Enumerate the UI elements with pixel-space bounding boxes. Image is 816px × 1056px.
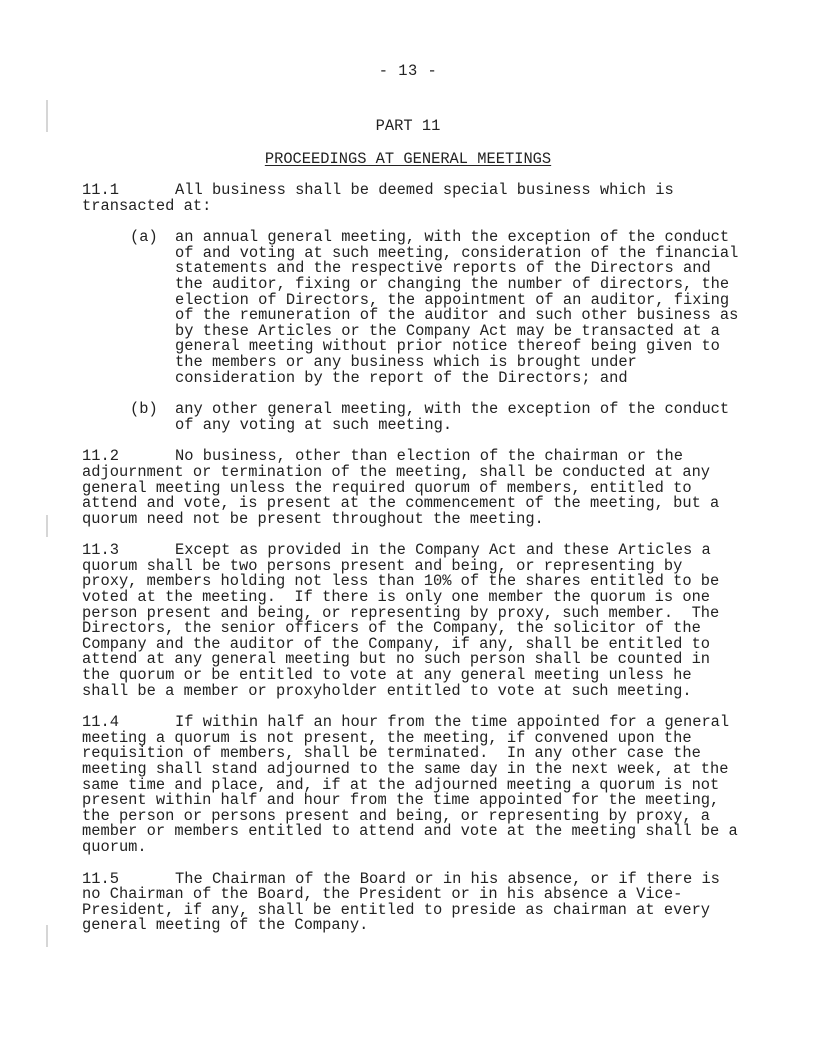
paragraph-11-5 — [82, 869, 742, 935]
paragraph-11-2 — [82, 449, 742, 527]
paragraph-11-3 — [82, 543, 742, 699]
section-heading: PROCEEDINGS AT GENERAL MEETINGS — [264, 150, 552, 168]
paragraph-number: 11.4 — [82, 713, 119, 732]
scan-artifact-mark — [46, 925, 48, 947]
sub-item-list — [82, 230, 742, 433]
paragraph-text: The Chairman of the Board or in his absence, or if there is no Chairman of the Board, the President or in his absence a Vice-President, if any, shall be entitled to preside as chairman at every general meeting of the Company. — [82, 869, 730, 935]
sub-item-label: (a) — [130, 228, 158, 247]
sub-item-text: any other general meeting, with the exception of the conduct of any voting at such meeting. — [175, 400, 730, 434]
part-title: PART 11 — [375, 117, 441, 135]
page-number: - 13 - — [378, 62, 438, 80]
sub-item-b — [130, 402, 742, 433]
paragraph-number: 11.3 — [82, 541, 119, 560]
paragraph-number: 11.1 — [82, 181, 119, 199]
paragraph-11-4 — [82, 713, 747, 856]
paragraph-number: 11.5 — [82, 869, 119, 888]
paragraph-text: No business, other than election of the chairman or the adjournment or termination of the meeting, shall be conducted at any general meeting unless the required quorum of members, entitled to attend and vote, is present at the commencement of the meeting, but a quorum need not be present throughout the meeting. — [82, 447, 729, 528]
paragraph-text: All business shall be deemed special business which is transacted at: — [82, 181, 683, 215]
paragraph-11-1 — [82, 183, 742, 214]
sub-item-label: (b) — [130, 400, 158, 419]
paragraph-number: 11.2 — [82, 447, 119, 466]
document-body — [82, 181, 747, 950]
paragraph-text: If within half an hour from the time appointed for a general meeting a quorum is not present, the meeting, if convened upon the requisition of members, shall be terminated. In any other case the meeting shall stand adjourned to the same day in the next week, at the same time and place, and, if at the adjourned meeting a quorum is not present within half and hour from the time appointed for the meeting, the person or persons present and being, or representing by proxy, a member or members entitled to attend and vote at the meeting shall be a quorum. — [82, 713, 747, 856]
scan-artifact-mark — [46, 515, 48, 537]
sub-item-a — [130, 230, 742, 386]
paragraph-text: Except as provided in the Company Act and these Articles a quorum shall be two persons present and being, or representing by proxy, members holding not less than 10% of the shares entitled to be voted at the meeting. If there is only one member the quorum is one person present and being, or representing by proxy, such member. The Directors, the senior officers of the Company, the solicitor of the Company and the auditor of the Company, if any, shall be entitled to attend at any general meeting but no such person shall be counted in the quorum or be entitled to vote at any general meeting unless he shall be a member or proxyholder entitled to vote at such meeting. — [82, 541, 729, 700]
sub-item-text: an annual general meeting, with the exception of the conduct of and voting at such meeting, consideration of the financial statements and the respective reports of the Directors and the auditor, fixing or changing the number of directors, the election of Directors, the appointment of an auditor, fixing of the remuneration of the auditor and such other business as by these Articles or the Company Act may be transacted at a general meeting without prior notice thereof being given to the members or any business which is brought under consideration by the report of the Directors; and — [175, 228, 739, 387]
